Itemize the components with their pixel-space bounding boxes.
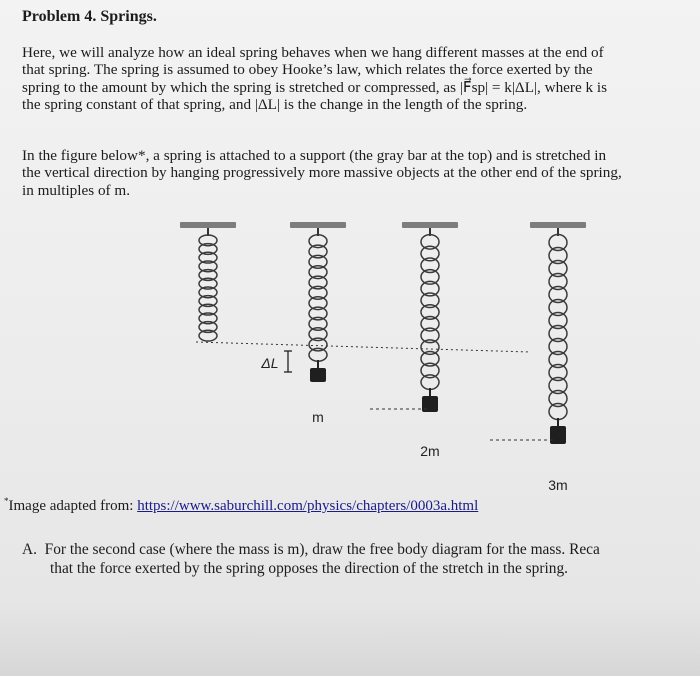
spring-coil-2 <box>309 235 327 361</box>
credit-marker: * <box>4 496 9 506</box>
intro-line-3: spring to the amount by which the spring is stretched or compressed, as |F⃗sp| = k|ΔL|, where k is <box>22 78 608 96</box>
spring-coil-4 <box>549 234 567 419</box>
support-bar-2 <box>290 222 346 228</box>
figure-intro-line-2: the vertical direction by hanging progressively more massive objects at the other end of the spring, <box>22 164 622 182</box>
mass-label-3m: 3m <box>548 477 568 493</box>
credit-prefix: Image adapted from: <box>8 498 138 514</box>
question-line-1 <box>22 540 700 559</box>
spring-figure <box>170 212 590 502</box>
question-text-1: For the second case (where the mass is m), draw the free body diagram for the mass. Reca <box>44 541 600 558</box>
mass-block-2m <box>422 396 438 412</box>
mass-block-3m <box>550 426 566 444</box>
delta-l-label: ΔL <box>261 355 279 371</box>
question-line-2: that the force exerted by the spring opposes the direction of the stretch in the spring. <box>50 560 568 577</box>
mass-label-m: m <box>312 409 324 425</box>
problem-title: Problem 4. Springs. <box>22 8 157 25</box>
spring-coil-1 <box>199 235 217 341</box>
mass-label-2m: 2m <box>420 443 440 459</box>
intro-line-1: Here, we will analyze how an ideal spring behaves when we hang different masses at the end of <box>22 44 604 61</box>
intro-paragraph <box>22 44 694 114</box>
credit-link[interactable]: https://www.saburchill.com/physics/chapters/0003a.html <box>137 498 479 514</box>
spring-diagram <box>170 212 590 502</box>
support-bar-1 <box>180 222 236 228</box>
figure-intro-line-1: In the figure below*, a spring is attached to a support (the gray bar at the top) and is stretched in <box>22 147 607 164</box>
figure-intro-line-3: in multiples of m. <box>22 181 130 199</box>
support-bar-4 <box>530 222 586 228</box>
spring-mass-m <box>290 222 346 425</box>
rest-length-dashed-line <box>196 342 530 352</box>
question-a <box>22 540 700 578</box>
figure-intro-paragraph <box>22 147 694 199</box>
spring-unloaded <box>180 222 236 341</box>
delta-l-bracket <box>260 351 292 372</box>
mass-block-m <box>310 368 326 382</box>
image-credit <box>4 496 478 515</box>
spring-mass-2m <box>402 222 458 459</box>
page-shadow <box>0 600 700 676</box>
spring-coil-3 <box>421 235 439 390</box>
spring-mass-3m <box>530 222 586 493</box>
support-bar-3 <box>402 222 458 228</box>
intro-line-4: the spring constant of that spring, and |ΔL| is the change in the length of the spring. <box>22 96 528 114</box>
intro-line-2: that spring. The spring is assumed to obey Hooke’s law, which relates the force exerted by the <box>22 61 593 79</box>
question-letter: A. <box>22 541 37 558</box>
